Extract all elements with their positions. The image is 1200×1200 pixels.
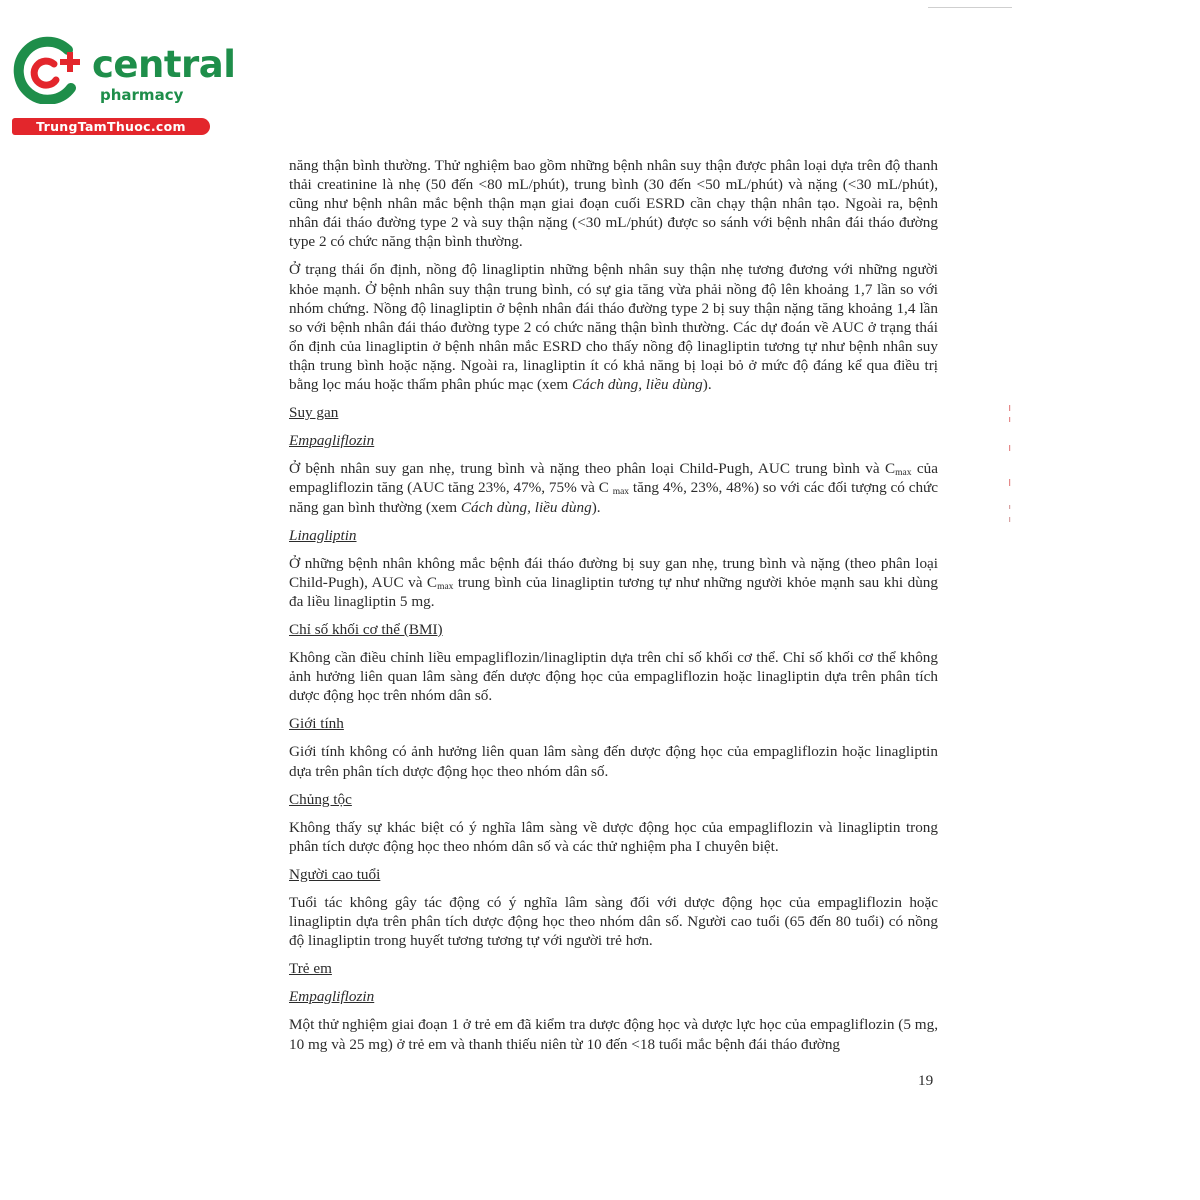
paragraph-renal-linagliptin [289,260,938,394]
scan-artifact-line [928,7,1012,8]
page-number: 19 [918,1072,934,1089]
paragraph-chung-toc: Không thấy sự khác biệt có ý nghĩa lâm sàng về dược động học của empagliflozin và linagliptin trong phân tích dược động học theo nhóm dân số và các thử nghiệm pha I chuyên biệt. [289,818,938,855]
heading-nguoi-cao-tuoi: Người cao tuổi [289,865,381,883]
heading-tre-em: Trẻ em [289,960,332,978]
logo-brand-text: central [92,43,236,86]
paragraph-text: Ở những bệnh nhân không mắc bệnh đái tháo đường bị suy gan nhẹ, trung bình và nặng (theo phân loại Child-Pugh), AUC và C [289,554,938,591]
heading-chung-toc: Chủng tộc [289,790,352,808]
paragraph-hepatic-empagliflozin [289,459,938,516]
cross-reference: Cách dùng, liều dùng [460,498,592,516]
cross-reference: Cách dùng, liều dùng [571,376,703,394]
paragraph-text: tăng 4%, 23%, 48%) so với các đối tượng có chức năng gan bình thường (xem [289,479,939,516]
scan-artifact-marks [1006,405,1014,535]
paragraph-gioi-tinh: Giới tính không có ảnh hưởng liên quan lâm sàng đến dược động học của empagliflozin hoặc linagliptin dựa trên phân tích dược động học theo nhóm dân số. [289,743,938,780]
subscript-max: max [612,487,630,498]
heading-suy-gan: Suy gan [289,404,339,422]
document-body [289,156,938,1054]
heading-bmi: Chỉ số khối cơ thể (BMI) [289,620,443,638]
paragraph-text: của empagliflozin tăng (AUC tăng 23%, 47%, 75% và C [289,460,939,497]
paragraph-bmi: Không cần điều chỉnh liều empagliflozin/linagliptin dựa trên chỉ số khối cơ thể. Chỉ số khối cơ thể không ảnh hưởng liên quan lâm sàng đến dược động học của empagliflozin hoặc linagliptin dựa trên phân tích dược động học trên nhóm dân số. [289,649,938,705]
logo-sub-text: pharmacy [100,86,184,104]
subheading-linagliptin: Linagliptin [289,526,357,544]
subscript-max: max [437,581,454,592]
subheading-empagliflozin: Empagliflozin [289,432,375,450]
paragraph-hepatic-linagliptin [289,554,938,611]
paragraph-text: ). [591,498,601,516]
subscript-max: max [895,468,912,479]
pharmacy-c-cross-icon [10,36,90,104]
paragraph-tre-em: Một thử nghiệm giai đoạn 1 ở trẻ em đã kiểm tra dược động học và dược lực học của empagliflozin (5 mg, 10 mg và 25 mg) ở trẻ em và thanh thiếu niên từ 10 đến <18 tuổi mắc bệnh đái tháo đường [289,1016,938,1053]
paragraph-text: Ở trạng thái ổn định, nồng độ linagliptin những bệnh nhân suy thận nhẹ tương đương với những người khỏe mạnh. Ở bệnh nhân suy thận trung bình, có sự gia tăng vừa phải nồng độ lên khoảng 1,7 lần so với nhóm chứng. Nồng độ linagliptin ở bệnh nhân đái tháo đường type 2 bị suy thận nặng tăng khoảng 1,4 lần so với bệnh nhân đái tháo đường type 2 có chức năng thận bình thường. Các dự đoán về AUC ở trạng thái ổn định của linagliptin ở bệnh nhân mắc ESRD cho thấy nồng độ linagliptin tương tự như bệnh nhân suy thận trung bình hoặc nặng. Ngoài ra, linagliptin ít có khả năng bị loại bỏ ở mức độ đáng kể qua điều trị bằng lọc máu hoặc thẩm phân phúc mạc (xem [289,261,938,394]
heading-gioi-tinh: Giới tính [289,715,344,733]
subheading-empagliflozin-children: Empagliflozin [289,988,375,1006]
paragraph-nguoi-cao-tuoi: Tuổi tác không gây tác động có ý nghĩa lâm sàng đối với dược động học của empagliflozin hoặc linagliptin dựa trên phân tích dược động học theo nhóm dân số. Người cao tuổi (65 đến 80 tuổi) có nồng độ linagliptin trong huyết tương tương tự với người trẻ hơn. [289,894,938,950]
paragraph-text: Ở bệnh nhân suy gan nhẹ, trung bình và nặng theo phân loại Child-Pugh, AUC trung bình và C [289,460,896,478]
central-pharmacy-logo [10,36,236,136]
paragraph-text: trung bình của linagliptin tương tự như những người khỏe mạnh sau khi dùng đa liều linagliptin 5 mg. [289,573,938,610]
logo-website-banner: TrungTamThuoc.com [12,118,210,135]
paragraph-renal-trial: năng thận bình thường. Thử nghiệm bao gồm những bệnh nhân suy thận được phân loại dựa trên độ thanh thải creatinine là nhẹ (50 đến <80 mL/phút), trung bình (30 đến <50 mL/phút) và nặng (<30 mL/phút), cũng như bệnh nhân mắc bệnh thận mạn giai đoạn cuối ESRD cần chạy thận nhân tạo. Ngoài ra, bệnh nhân đái tháo đường type 2 và suy thận nặng (<30 mL/phút) được so sánh với bệnh nhân đái tháo đường type 2 có chức năng thận bình thường. [289,157,938,251]
paragraph-text: ). [702,376,712,394]
